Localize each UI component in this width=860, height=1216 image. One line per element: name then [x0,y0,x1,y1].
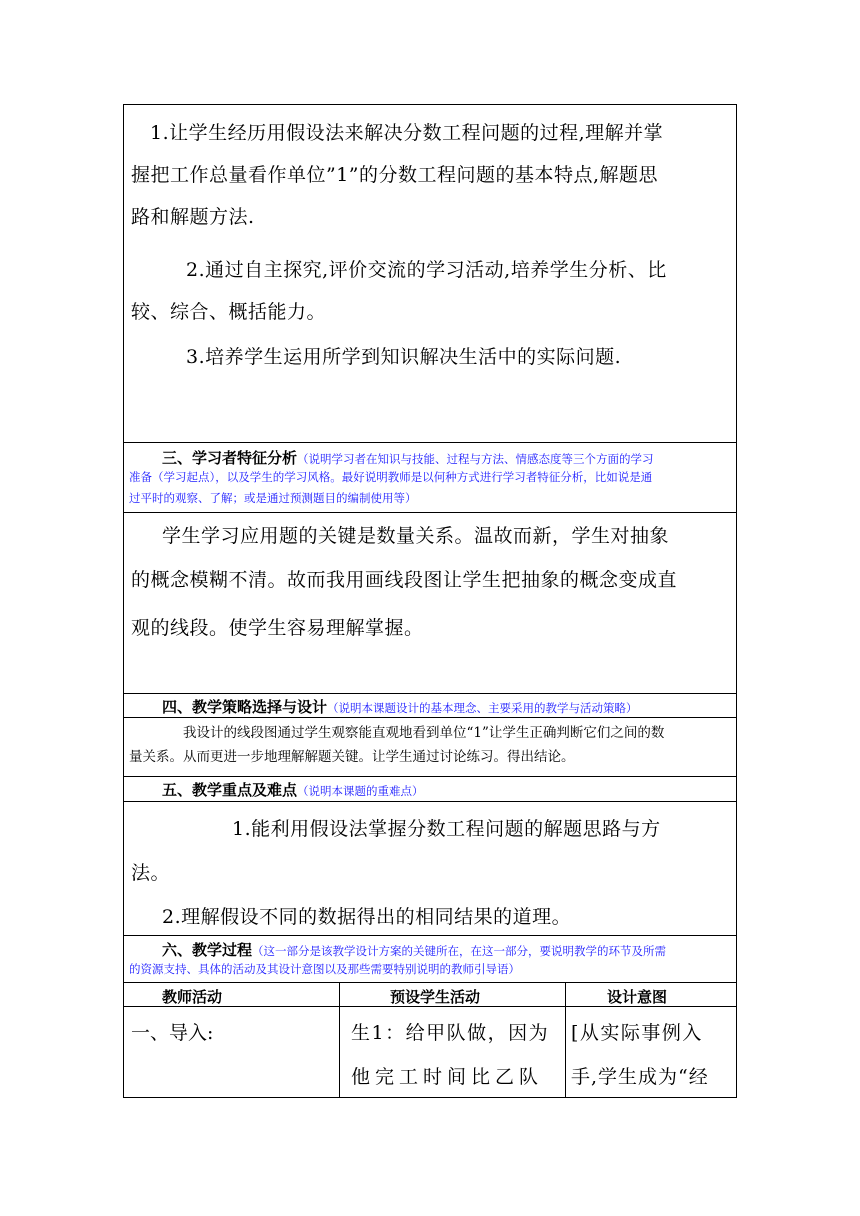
column-divider [565,982,566,1098]
section6-header [162,939,666,960]
section5-title: 五、教学重点及难点 [162,781,298,799]
section5-header [162,779,424,800]
objective-1-line: 1.让学生经历用假设法来解决分数工程问题的过程,理解并掌 [150,122,664,144]
objective-2-line: 2.通过自主探究,评价交流的学习活动,培养学生分析、比 [186,259,667,281]
row-divider [123,935,737,936]
row-divider [123,693,737,694]
section6-note: 的资源支持、具体的活动及其设计意图以及那些需要特别说明的教师引导语） [129,962,520,976]
objective-2-line: 较、综合、概括能力。 [131,301,327,323]
row-divider [123,442,737,443]
section3-body-line: 学生学习应用题的关键是数量关系。温故而新，学生对抽象 [162,525,670,547]
student-activity-line: 生1：给甲队做，因为 [351,1022,550,1044]
section5-body-line: 法。 [131,862,171,884]
section5-note: （说明本课题的重难点） [297,784,424,798]
design-intent-line: [从实际事例入 [571,1022,703,1044]
section3-note: 准备（学习起点），以及学生的学习风格。最好说明教师是以何种方式进行学习者特征分析，比如说是通 [129,470,653,484]
objective-3: 3.培养学生运用所学到知识解决生活中的实际问题. [186,346,622,368]
row-divider [123,801,737,802]
column-divider [339,982,340,1098]
section4-body-line: 我设计的线段图通过学生观察能直观地看到单位“1”让学生正确判断它们之间的数 [183,725,665,741]
row-divider [123,717,737,718]
section3-body-line: 的概念模糊不清。故而我用画线段图让学生把抽象的概念变成直 [131,569,678,591]
section3-note: 过平时的观察、了解；或是通过预测题目的编制使用等） [129,491,417,505]
section3-title: 三、学习者特征分析 [162,449,298,467]
row-divider [123,512,737,513]
table-header-student: 预设学生活动 [390,988,481,1006]
section3-header [162,447,654,468]
design-intent-line: 手,学生成为“经 [571,1066,709,1088]
section3-note: （说明学习者在知识与技能、过程与方法、情感态度等三个方面的学习 [297,452,654,466]
section5-body-line: 1.能利用假设法掌握分数工程问题的解题思路与方 [232,818,661,840]
section5-body-line: 2.理解假设不同的数据得出的相同结果的道理。 [162,906,572,928]
section4-header [162,696,638,717]
section3-body-line: 观的线段。使学生容易理解掌握。 [131,617,424,639]
row-divider [123,982,737,983]
objective-1-line: 路和解题方法. [131,206,255,228]
row-divider [123,776,737,777]
table-header-teacher: 教师活动 [162,988,223,1006]
section4-title: 四、教学策略选择与设计 [162,698,328,716]
section4-body-line: 量关系。从而更进一步地理解解题关键。让学生通过讨论练习。得出结论。 [129,749,575,765]
teacher-activity-cell: 一、导入: [131,1022,214,1044]
section6-title: 六、教学过程 [162,941,253,959]
objective-1-line: 握把工作总量看作单位”1”的分数工程问题的基本特点,解题思 [131,164,659,186]
section6-note: （这一部分是该教学设计方案的关键所在，在这一部分，要说明教学的环节及所需 [252,944,667,958]
section4-note: （说明本课题设计的基本理念、主要采用的教学与活动策略） [327,701,638,715]
student-activity-line: 他完工时间比乙队 [351,1066,544,1088]
table-header-intent: 设计意图 [607,988,668,1006]
